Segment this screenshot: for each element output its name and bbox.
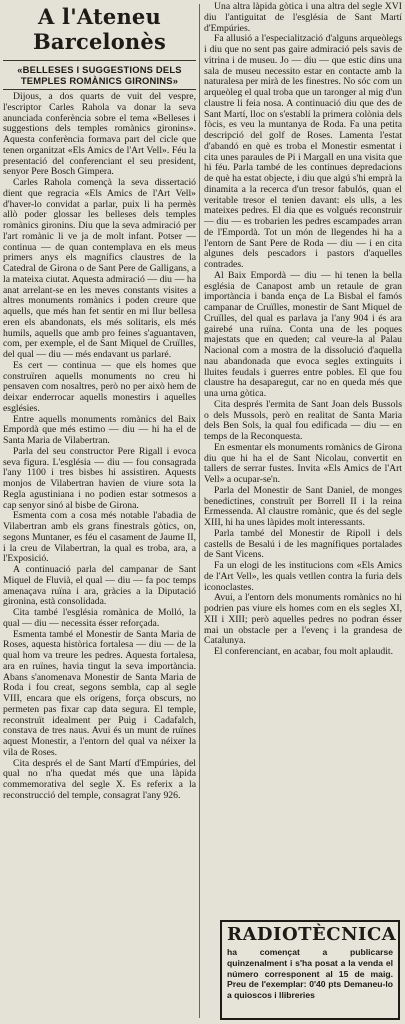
paragraph: Al Baix Empordà — diu — hi tenen la bella església de Canapost amb un retaule de gran importància i banda ença de La Bisbal el famós campanar de Cruïlles, monestir de Sant Miquel de Cruïlles, del qual es parlava ja l'any 904 i és ara gairebé una ruïna. Conta una de les poques majestats que en queden; cal veure-la al Palau Nacional com a mostra de la dissolució d'aquella nau abandonada que evoca segles extinguits i lluites feudals i guerres entre pobles. El que fou claustre ha desaparegut, car no en queda més que una urna gòtica.: [204, 269, 402, 399]
paragraph: Fa un elogi de les institucions com «Els Amics de l'Art Vell», les quals vetllen contra la furia dels iconoclastes.: [204, 560, 402, 593]
radiotecnica-advertisement: [220, 920, 400, 1020]
paragraph: Esmenta com a cosa més notable l'abadia de Vilabertran amb els grans finestrals gòtics, on, segons Muntaner, es féu el casament de Jaume II, i la creu de Vilabertran, la qual es troba, ara, a l'Exposició.: [3, 510, 196, 565]
article-subhead: «BELLESES I SUGGESTIONS DELS TEMPLES ROMÀNICS GIRONINS»: [17, 64, 182, 86]
paragraph: En esmentar els monuments romànics de Girona diu que hi ha el de Sant Nicolau, convertit en tallers de serrar fustes. Invita «Els Amics de l'Art Vell» a ocupar-se'n.: [204, 441, 402, 485]
right-column: [204, 2, 402, 1022]
paragraph: Dijous, a dos quarts de vuit del vespre, l'escriptor Carles Rahola va donar la seva anunciada conferència sobre el tema «Belleses i suggestions dels temples romànics gironins». Aquesta conferència formava part del cicle que tenen organitzat «Els Amics de l'Art Vell». Féu la presentació del conferenciant el seu president, senyor Pere Bosch Gimpera.: [3, 91, 196, 178]
left-column: [3, 2, 196, 1022]
paragraph: Cita després l'ermita de Sant Joan dels Bussols o dels Mussols, però en realitat de Santa Maria dels Ben Sols, la qual fou edificada — diu — en temps de la Reconquesta.: [204, 398, 402, 442]
column-divider: [199, 4, 200, 1018]
paragraph: Una altra làpida gòtica i una altra del segle XVI diu l'antiguitat de l'església de Sant Martí d'Empúries.: [204, 2, 402, 34]
paragraph: Esmenta també el Monestir de Santa Maria de Roses, aquesta històrica fortalesa — diu — de la qual hom va treure les pedres. Aquesta fortalesa, ara en ruïnes, havia tingut la seva importància. Abans s'anomenava Monestir de Santa Maria de Roda i fou creat, segons sembla, cap al segle VIII, encara que els orígens, força obscurs, no permeten pas fixar cap data segura. El temple, reconstruït idealment per Puig i Cadafalch, constava de tres naus. Avui és un munt de ruïnes aquest Monestir, a l'entorn del qual va néixer la vila de Roses.: [3, 628, 196, 758]
subhead-rule: [3, 89, 196, 90]
paragraph: A continuació parla del campanar de Sant Miquel de Fluvià, el qual — diu — fa poc temps amenaçava ruïna i ara, gràcies a la Diputació gironina, està consolidada.: [3, 564, 196, 608]
paragraph: Parla del seu constructor Pere Rigall i evoca seva figura. L'església — diu — fou consagrada l'any 1100 i tres bisbes hi assistiren. Aquests monjos de Vilabertran havien de viure sota la Regla agustiniana i no podien estar sotmesos a cap senyor sinó al bisbe de Girona.: [3, 445, 196, 511]
article-title: A l'Ateneu Barcelonès: [32, 4, 166, 54]
title-rule: [3, 60, 196, 61]
paragraph: Carles Rahola començà la seva dissertació dient que regracia «Els Amics de l'Art Vell» d'haver-lo convidat a parlar, puix li ha permès allò poder glossar les belleses dels temples romànics gironins. Diu que la seva admiració per l'art romànic li ve ja de molt infant. Potser — continua — de quan contemplava en els meus primers anys els magnífics claustres de la Catedral de Girona o de Sant Pere de Galligans, a la mateixa ciutat. Aquesta admiració — diu — ha anat arrelant-se en les meves constants visites a altres monuments romànics i poden creure que aquells, que més han fet sentir en mi llur bellesa eren els abandonats, els més solitaris, els més humils, aquells que amb pro feines s'aguantaven, com, per exemple, el de Sant Miquel de Cruïlles, del qual — diu — més endavant us parlaré.: [3, 177, 196, 360]
paragraph: El conferenciant, en acabar, fou molt aplaudit.: [214, 646, 394, 657]
paragraph: Fa allusió a l'especialització d'alguns arqueòlegs i diu que no sent pas gaire admiració pels savis de vitrina i de museu. Jo — diu — que estic dins una sala de museu necessito estar en contacte amb la naturalesa per mirà de les finestres. No sóc com un arqueòleg el qual troba que un taronger al mig d'un claustre li feia nosa. A continuació diu que des de Sant Martí, lloc on s'establí la primera colònia dels fòcis, es veu la muntanya de Roda. Fa una petita descripció del golf de Roses. Lamenta l'estat d'abandó en què es troba el Monestir esmentat i cita unes paraules de Pi i Margall en una visita que hi féu. Parla també de les contínues depredacions de què ha estat objecte, i diu que algú s'hi emprà la dinamita a la recerca d'un tresor fabulós, quan el veritable tresor el tenien davant: els ulls, a les mateixes pedres. El dia que es volgués reconstruir — diu — es trobarien les pedres escampades arran de l'Empordà. Tot un món de llegendes hi ha a l'entorn de Sant Pere de Roda — diu — i en cita algunes dels pescadors i pastors d'aquelles contrades.: [204, 33, 402, 270]
paragraph: Entre aquells monuments romànics del Baix Empordà que més estimo — diu — hi ha el de Santa Maria de Vilabertran.: [3, 413, 196, 446]
paragraph: Parla del Monestir de Sant Daniel, de monges benedictines, construït per Borrell II i la reina Ermessenda. Al claustre romànic, que és del segle XIII, hi ha unes làpides molt interessants.: [204, 484, 402, 528]
paragraph: Parla també del Monestir de Ripoll i dels castells de Besalú i de les magnífiques portalades de Sant Vicens.: [204, 527, 402, 561]
paragraph: Cita després el de Sant Martí d'Empúries, del qual no n'ha quedat més que una làpida commemorativa del segle X. Es referix a la reconstrucció del temple, consagrat l'any 926.: [3, 757, 196, 801]
paragraph: Avui, a l'entorn dels monuments romànics no hi podrien pas viure els homes com en els segles XI, XII i XIII; però aquelles pedres no podran ésser mai un obstacle per a l'evenç i la grandesa de Catalunya.: [204, 592, 402, 647]
paragraph: Cita també l'església romànica de Molló, la qual — diu — necessita ésser reforçada.: [3, 607, 196, 629]
ad-title: RADIOTÈCNICA: [227, 924, 397, 945]
paragraph: Es cert — continua — que els homes que construïren aquells monuments no creu hi pensaven com nosaltres, però no per això hem de deixar enderrocar aquells monestirs i aquelles esglésies.: [3, 359, 196, 414]
ad-body: ha començat a publicarse quinzenalment i s'ha posat a la venda el número corresponent al 15 de maig. Preu de l'exemplar: 0'40 pts Demaneu-lo a quioscos i llibreries: [227, 947, 393, 1001]
